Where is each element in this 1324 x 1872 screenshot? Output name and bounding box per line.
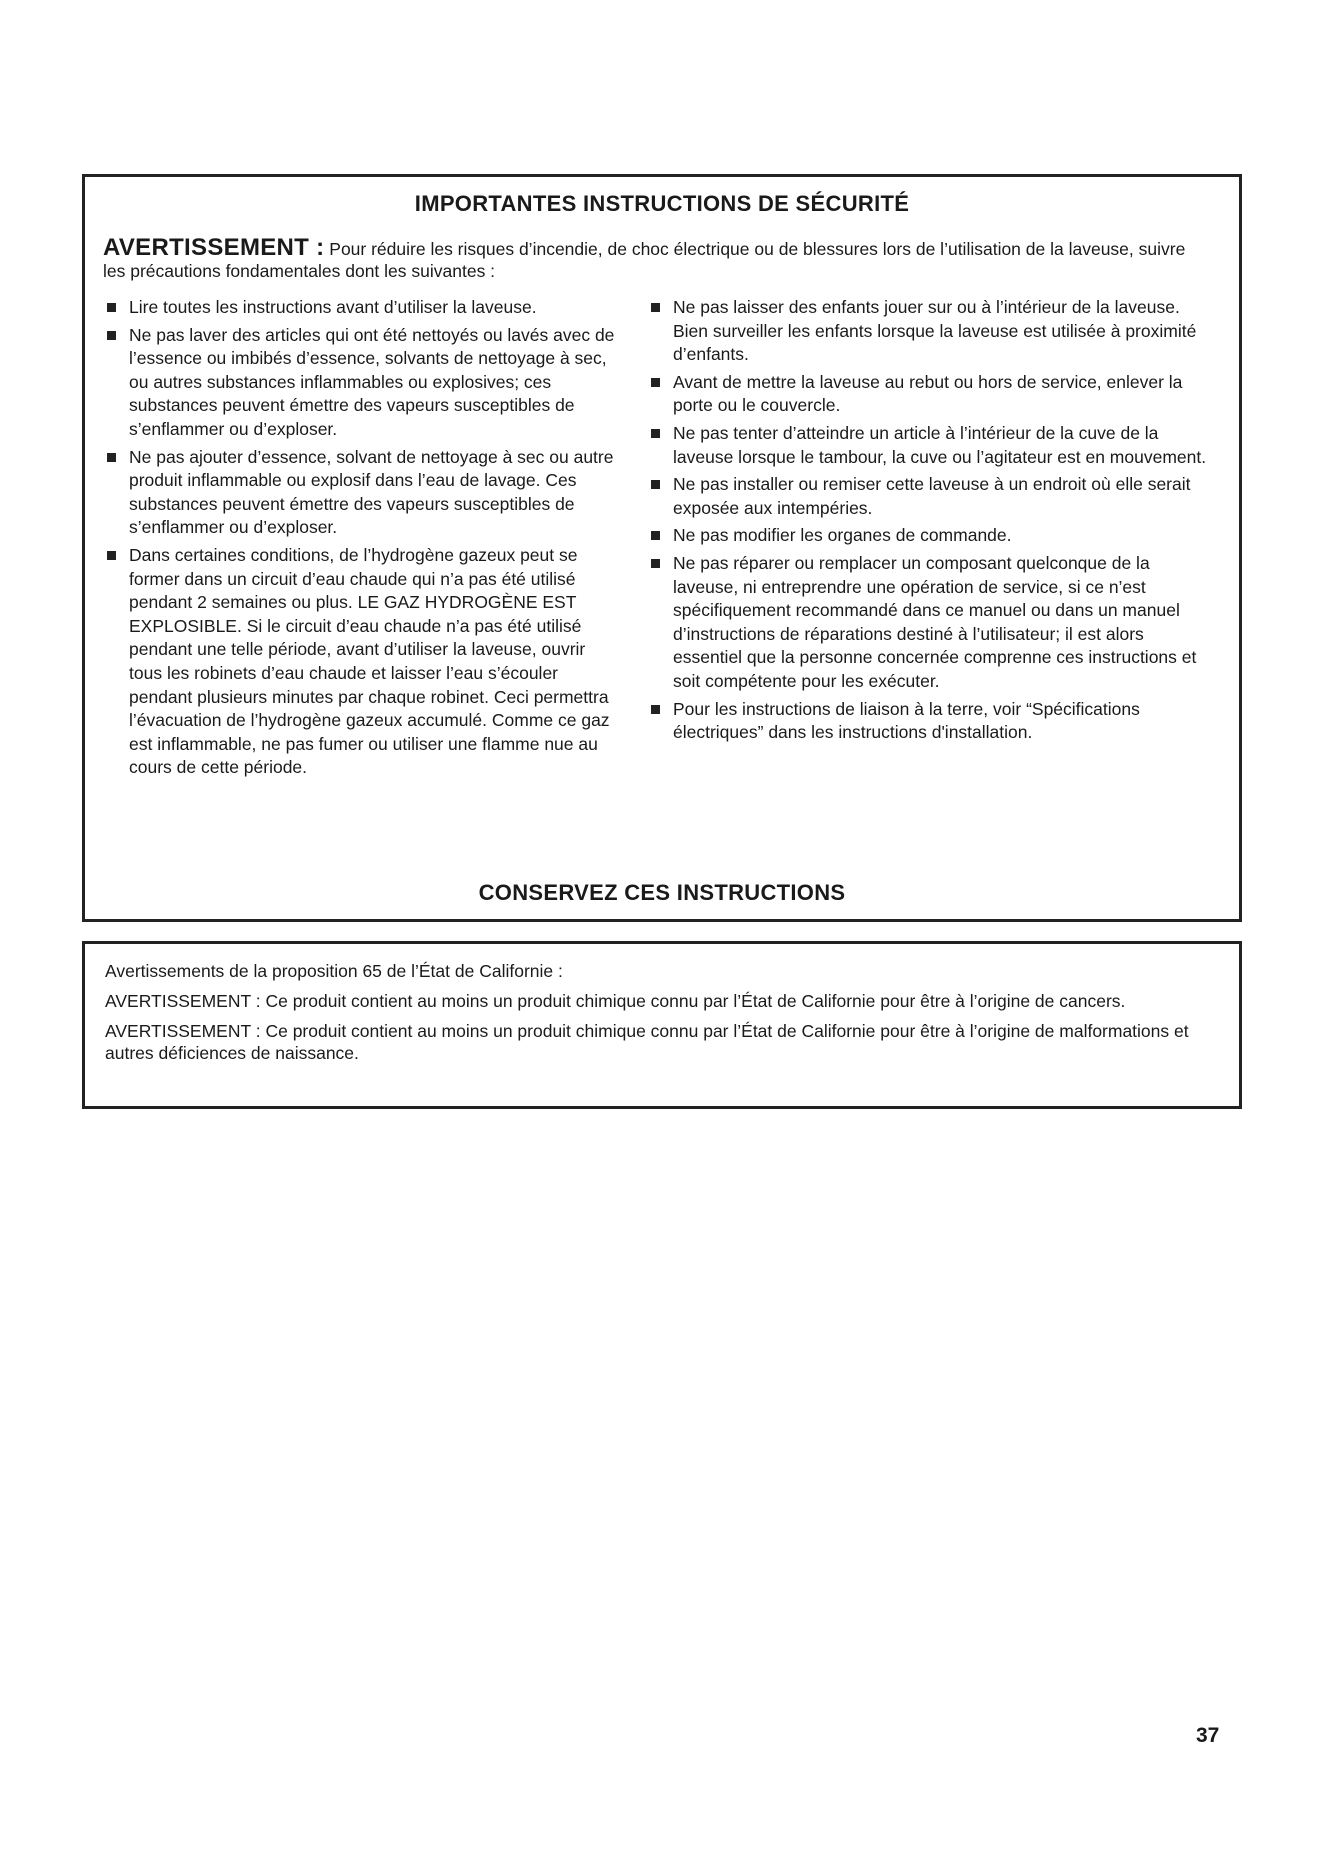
- save-instructions-heading: CONSERVEZ CES INSTRUCTIONS: [478, 880, 846, 905]
- list-item-text: Ne pas ajouter d’essence, solvant de nettoyage à sec ou autre produit inflammable ou explosif dans l’eau de lavage. Ces substances peuvent émettre des vapeurs susceptibles de s’enflammer ou d’exploser.: [129, 446, 614, 538]
- square-bullet-icon: [107, 453, 116, 462]
- list-item: [649, 473, 1209, 520]
- list-item: [105, 544, 615, 780]
- list-item: [649, 552, 1209, 694]
- list-item-text: Dans certaines conditions, de l’hydrogène gazeux peut se former dans un circuit d’eau chaude qui n’a pas été utilisé pendant 2 semaines ou plus. LE GAZ HYDROGÈNE EST EXPLOSIBLE. Si le circuit d’eau chaude n’a pas été utilisé pendant une telle période, avant d’utiliser la laveuse, ouvrir tous les robinets d’eau chaude et laisser l’eau s’écouler pendant plusieurs minutes par chaque robinet. Ceci permettra l’évacuation de l’hydrogène gazeux accumulé. Comme ce gaz est inflammable, ne pas fumer ou utiliser une flamme nue au cours de cette période.: [129, 544, 610, 778]
- right-instruction-list: [649, 296, 1209, 749]
- prop65-heading: Avertissements de la proposition 65 de l’État de Californie :: [105, 961, 563, 981]
- prop65-birth-defect-warning: AVERTISSEMENT : Ce produit contient au moins un produit chimique connu par l’État de Californie pour être à l’origine de malformations et autres déficiences de naissance.: [105, 1021, 1189, 1063]
- list-item: [105, 296, 615, 320]
- list-item: [649, 296, 1209, 367]
- list-item-text: Ne pas installer ou remiser cette laveuse à un endroit où elle serait exposée aux intempéries.: [673, 474, 1191, 518]
- list-item-text: Ne pas modifier les organes de commande.: [673, 525, 1012, 546]
- warning-word: AVERTISSEMENT :: [103, 234, 325, 261]
- list-item-text: Ne pas réparer ou remplacer un composant quelconque de la laveuse, ni entreprendre une opération de service, si ce n’est spécifiquement recommandé dans ce manuel ou dans un manuel d’instructions de réparations destiné à l’utilisateur; il est alors essentiel que la personne concernée comprenne ces instructions et soit compétente pour les exécuter.: [673, 552, 1197, 691]
- safety-title: IMPORTANTES INSTRUCTIONS DE SÉCURITÉ: [414, 191, 910, 216]
- list-item-text: Ne pas laisser des enfants jouer sur ou à l’intérieur de la laveuse. Bien surveiller les enfants lorsque la laveuse est utilisée à proximité d’enfants.: [673, 297, 1197, 365]
- warning-text: Pour réduire les risques d’incendie, de choc électrique ou de blessures lors de l’utilisation de la laveuse, suivre les précautions fondamentales dont les suivantes :: [103, 239, 1186, 281]
- square-bullet-icon: [651, 303, 660, 312]
- square-bullet-icon: [651, 480, 660, 489]
- page-number: 37: [1196, 1724, 1220, 1747]
- list-item-text: Avant de mettre la laveuse au rebut ou hors de service, enlever la porte ou le couvercle.: [673, 371, 1183, 416]
- list-item: [649, 524, 1209, 548]
- list-item-text: Ne pas tenter d’atteindre un article à l’intérieur de la cuve de la laveuse lorsque le tambour, la cuve ou l’agitateur est en mouvement.: [673, 422, 1207, 467]
- list-item: [649, 371, 1209, 418]
- square-bullet-icon: [651, 531, 660, 540]
- list-item: [649, 698, 1209, 745]
- prop65-cancer-warning: AVERTISSEMENT : Ce produit contient au moins un produit chimique connu par l’État de Californie pour être à l’origine de cancers.: [105, 991, 1126, 1011]
- warning-intro: [103, 234, 1199, 282]
- square-bullet-icon: [107, 551, 116, 560]
- square-bullet-icon: [651, 559, 660, 568]
- left-instruction-list: [105, 296, 615, 784]
- list-item-text: Lire toutes les instructions avant d’utiliser la laveuse.: [129, 297, 537, 317]
- square-bullet-icon: [651, 429, 660, 438]
- prop65-warning-box: [82, 941, 1242, 1109]
- list-item-text: Pour les instructions de liaison à la terre, voir “Spécifications électriques” dans les instructions d'installation.: [673, 698, 1140, 743]
- safety-instructions-box: [82, 174, 1242, 922]
- list-item: [105, 324, 615, 442]
- square-bullet-icon: [651, 378, 660, 387]
- list-item: [649, 422, 1209, 469]
- square-bullet-icon: [651, 705, 660, 714]
- square-bullet-icon: [107, 331, 116, 340]
- list-item-text: Ne pas laver des articles qui ont été nettoyés ou lavés avec de l’essence ou imbibés d’essence, solvants de nettoyage à sec, ou autres substances inflammables ou explosives; ces substances peuvent émettre des vapeurs susceptibles de s’enflammer ou d’exploser.: [129, 324, 615, 439]
- square-bullet-icon: [107, 303, 116, 312]
- list-item: [105, 446, 615, 540]
